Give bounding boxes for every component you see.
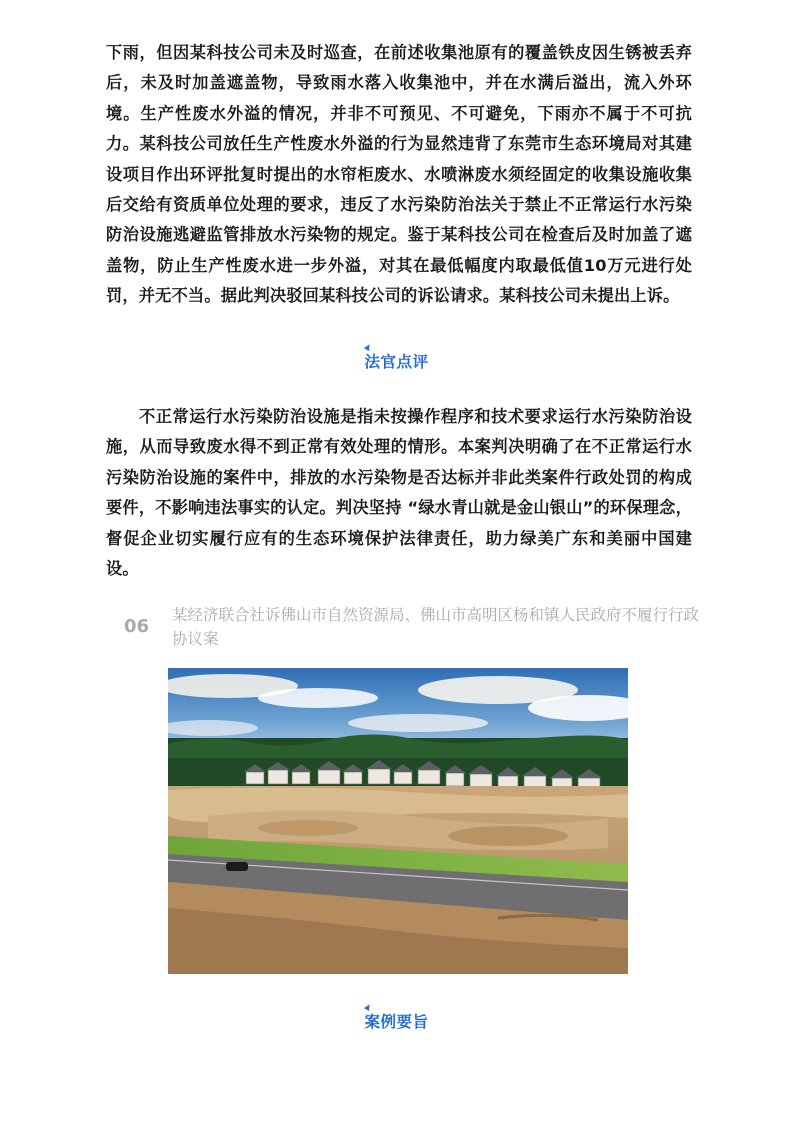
body-paragraph-2: 不正常运行水污染防治设施是指未按操作程序和技术要求运行水污染防治设施，从而导致废水得不到正常有效处理的情形。本案判决明确了在不正常运行水污染防治设施的案件中，排放的水污染物是否达标并非此类案件行政处罚的构成要件，不影响违法事实的认定。判决坚持 “绿水青山就是金山银山”的环保理念，督促企业切实履行应有的生态环境保护法律责任，助力绿美广东和美丽中国建设。: [106, 407, 692, 579]
section-heading-label: 法官点评: [364, 353, 429, 371]
body-paragraph-1: 下雨，但因某科技公司未及时巡查，在前述收集池原有的覆盖铁皮因生锈被丢弃后，未及时加盖遮盖物，导致雨水落入收集池中，并在水满后溢出，流入外环境。生产性废水外溢的情况，并非不可预见、不可避免，下雨亦不属于不可抗力。某科技公司放任生产性废水外溢的行为显然违背了东莞市生态环境局对其建设项目作出环评批复时提出的水帘柜废水、水喷淋废水须经固定的收集设施收集后交给有资质单位处理的要求，违反了水污染防治法关于禁止不正常运行水污染防治设施逃避监管排放水污染物的规定。鉴于某科技公司在检查后及时加盖了遮盖物，防止生产性废水进一步外溢，对其在最低幅度内取最低值10万元进行处罚，并无不当。据此判决驳回某科技公司的诉讼请求。某科技公司未提出上诉。: [106, 43, 692, 306]
construction-site-photo: [168, 668, 628, 974]
case-title: 某经济联合社诉佛山市自然资源局、佛山市高明区杨和镇人民政府不履行行政协议案: [172, 606, 700, 648]
section-heading-judge-comment: [0, 344, 793, 372]
section-heading-case-summary: [0, 1004, 793, 1032]
case-number: 06: [124, 616, 150, 637]
section-heading-label: 案例要旨: [364, 1013, 429, 1031]
